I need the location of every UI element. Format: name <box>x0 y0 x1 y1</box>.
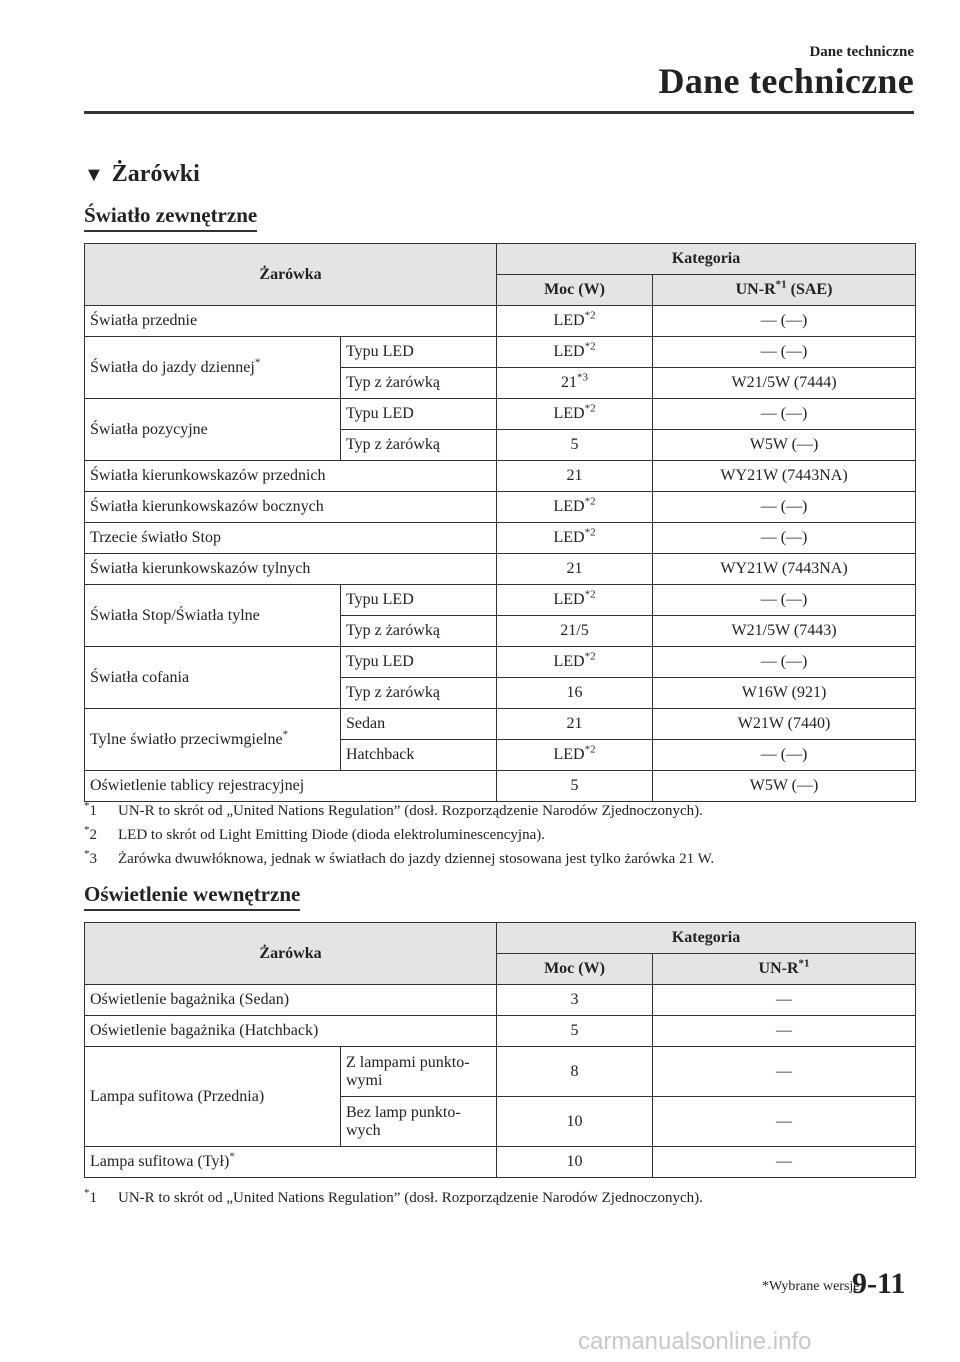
category-cell: W21W (7440) <box>653 709 916 740</box>
table-row <box>85 585 916 616</box>
bulb-name: Światła przednie <box>85 306 497 337</box>
exterior-table <box>84 243 916 802</box>
power-cell: LED$^{*2}$ <box>497 523 653 554</box>
header-category: Kategoria <box>497 923 916 954</box>
page-number: 9-11 <box>852 1267 906 1300</box>
table-row <box>85 306 916 337</box>
category-cell: ― (―) <box>653 306 916 337</box>
table-header-row <box>85 923 916 954</box>
category-cell: ― (―) <box>653 740 916 771</box>
power-cell: LED$^{*2}$ <box>497 492 653 523</box>
category-cell: ― (―) <box>653 647 916 678</box>
type-cell: Typu LED <box>341 399 497 430</box>
power-cell: LED$^{*2}$ <box>497 337 653 368</box>
power-cell: 5 <box>497 771 653 802</box>
table-row <box>85 554 916 585</box>
header-power: Moc (W) <box>497 275 653 306</box>
table-row <box>85 461 916 492</box>
power-cell: LED$^{*2}$ <box>497 399 653 430</box>
category-cell: W16W (921) <box>653 678 916 709</box>
bulb-name: Oświetlenie tablicy rejestracyjnej <box>85 771 497 802</box>
type-cell: Typ z żarówką <box>341 616 497 647</box>
type-cell: Typ z żarówką <box>341 678 497 709</box>
category-cell: ― (―) <box>653 399 916 430</box>
power-cell: 21$^{*3}$ <box>497 368 653 399</box>
footnote: *1 UN-R to skrót od „United Nations Regulation” (dosł. Rozporządzenie Narodów Zjednoczonych). <box>84 800 703 819</box>
type-cell: Sedan <box>341 709 497 740</box>
header-power: Moc (W) <box>497 954 653 985</box>
header-bulb: Żarówka <box>85 244 497 306</box>
power-cell: 8 <box>497 1047 653 1097</box>
footnote: *1 UN-R to skrót od „United Nations Regulation” (dosł. Rozporządzenie Narodów Zjednoczonych). <box>84 1187 703 1206</box>
category-cell: ― <box>653 1097 916 1147</box>
header-unr: $UN-R^{*1}$ <box>653 954 916 985</box>
category-cell: ― <box>653 1047 916 1097</box>
interior-table <box>84 922 916 1178</box>
power-cell: 16 <box>497 678 653 709</box>
section-title-text: Żarówki <box>111 161 200 187</box>
power-cell: LED$^{*2}$ <box>497 585 653 616</box>
bulb-name: Lampa sufitowa (Przednia) <box>85 1047 341 1147</box>
header-bulb: Żarówka <box>85 923 497 985</box>
type-cell: Hatchback <box>341 740 497 771</box>
table-row <box>85 337 916 368</box>
header-category: Kategoria <box>497 244 916 275</box>
category-cell: W21/5W (7444) <box>653 368 916 399</box>
category-cell: ― <box>653 1016 916 1047</box>
interior-footnotes <box>84 1186 924 1210</box>
table-row <box>85 709 916 740</box>
bulb-name: Światła pozycyjne <box>85 399 341 461</box>
triangle-down-icon: ▼ <box>84 164 104 186</box>
bulb-name: Trzecie światło Stop <box>85 523 497 554</box>
table-row <box>85 523 916 554</box>
bulb-name: Lampa sufitowa (Tył)* <box>85 1147 497 1178</box>
power-cell: LED$^{*2}$ <box>497 647 653 678</box>
category-cell: ― <box>653 1147 916 1178</box>
power-cell: 5 <box>497 430 653 461</box>
bulb-name: Oświetlenie bagażnika (Hatchback) <box>85 1016 497 1047</box>
type-cell: Typu LED <box>341 647 497 678</box>
power-cell: 3 <box>497 985 653 1016</box>
category-cell: W5W (―) <box>653 771 916 802</box>
bulb-name: Światła Stop/Światła tylne <box>85 585 341 647</box>
power-cell: LED$^{*2}$ <box>497 306 653 337</box>
table-row <box>85 1016 916 1047</box>
bulb-name: Tylne światło przeciwmgielne* <box>85 709 341 771</box>
power-cell: 21 <box>497 461 653 492</box>
type-cell: Z lampami punkto-wymi <box>341 1047 497 1097</box>
watermark: carmanualsonline.info <box>578 1328 812 1355</box>
category-cell: WY21W (7443NA) <box>653 461 916 492</box>
type-cell: Typu LED <box>341 337 497 368</box>
power-cell: LED$^{*2}$ <box>497 740 653 771</box>
footer-note: *Wybrane wersje. <box>762 1279 864 1294</box>
power-cell: 21/5 <box>497 616 653 647</box>
header-rule <box>84 111 914 114</box>
footnote: *2 LED to skrót od Light Emitting Diode (dioda elektroluminescencyjna). <box>84 824 545 843</box>
table-row <box>85 647 916 678</box>
interior-subtitle: Oświetlenie wewnętrzne <box>84 882 300 911</box>
category-cell: ― (―) <box>653 337 916 368</box>
category-cell: ― (―) <box>653 585 916 616</box>
type-cell: Bez lamp punkto-wych <box>341 1097 497 1147</box>
type-cell: Typu LED <box>341 585 497 616</box>
table-row <box>85 399 916 430</box>
power-cell: 21 <box>497 554 653 585</box>
type-cell: Typ z żarówką <box>341 430 497 461</box>
bulb-name: Światła kierunkowskazów tylnych <box>85 554 497 585</box>
exterior-subtitle: Światło zewnętrzne <box>84 203 257 232</box>
bulb-name: Światła kierunkowskazów przednich <box>85 461 497 492</box>
table-row <box>85 1147 916 1178</box>
power-cell: 10 <box>497 1147 653 1178</box>
table-row <box>85 771 916 802</box>
table-row <box>85 492 916 523</box>
running-header-title: Dane techniczne <box>658 61 914 101</box>
category-cell: ― (―) <box>653 523 916 554</box>
power-cell: 5 <box>497 1016 653 1047</box>
running-header-small: Dane techniczne <box>809 44 914 60</box>
section-title <box>84 161 200 188</box>
footnote: *3 Żarówka dwuwłóknowa, jednak w światłach do jazdy dziennej stosowana jest tylko żarówka 21 W. <box>84 848 715 867</box>
bulb-name: Światła do jazdy dziennej* <box>85 337 341 399</box>
type-cell: Typ z żarówką <box>341 368 497 399</box>
bulb-name: Światła cofania <box>85 647 341 709</box>
category-cell: W5W (―) <box>653 430 916 461</box>
category-cell: ― <box>653 985 916 1016</box>
power-cell: 21 <box>497 709 653 740</box>
exterior-footnotes <box>84 799 924 871</box>
table-row <box>85 1047 916 1097</box>
category-cell: WY21W (7443NA) <box>653 554 916 585</box>
table-header-row <box>85 244 916 275</box>
category-cell: W21/5W (7443) <box>653 616 916 647</box>
category-cell: ― (―) <box>653 492 916 523</box>
header-unr: $UN-R^{*1}$ (SAE) <box>653 275 916 306</box>
bulb-name: Światła kierunkowskazów bocznych <box>85 492 497 523</box>
bulb-name: Oświetlenie bagażnika (Sedan) <box>85 985 497 1016</box>
table-row <box>85 985 916 1016</box>
power-cell: 10 <box>497 1097 653 1147</box>
